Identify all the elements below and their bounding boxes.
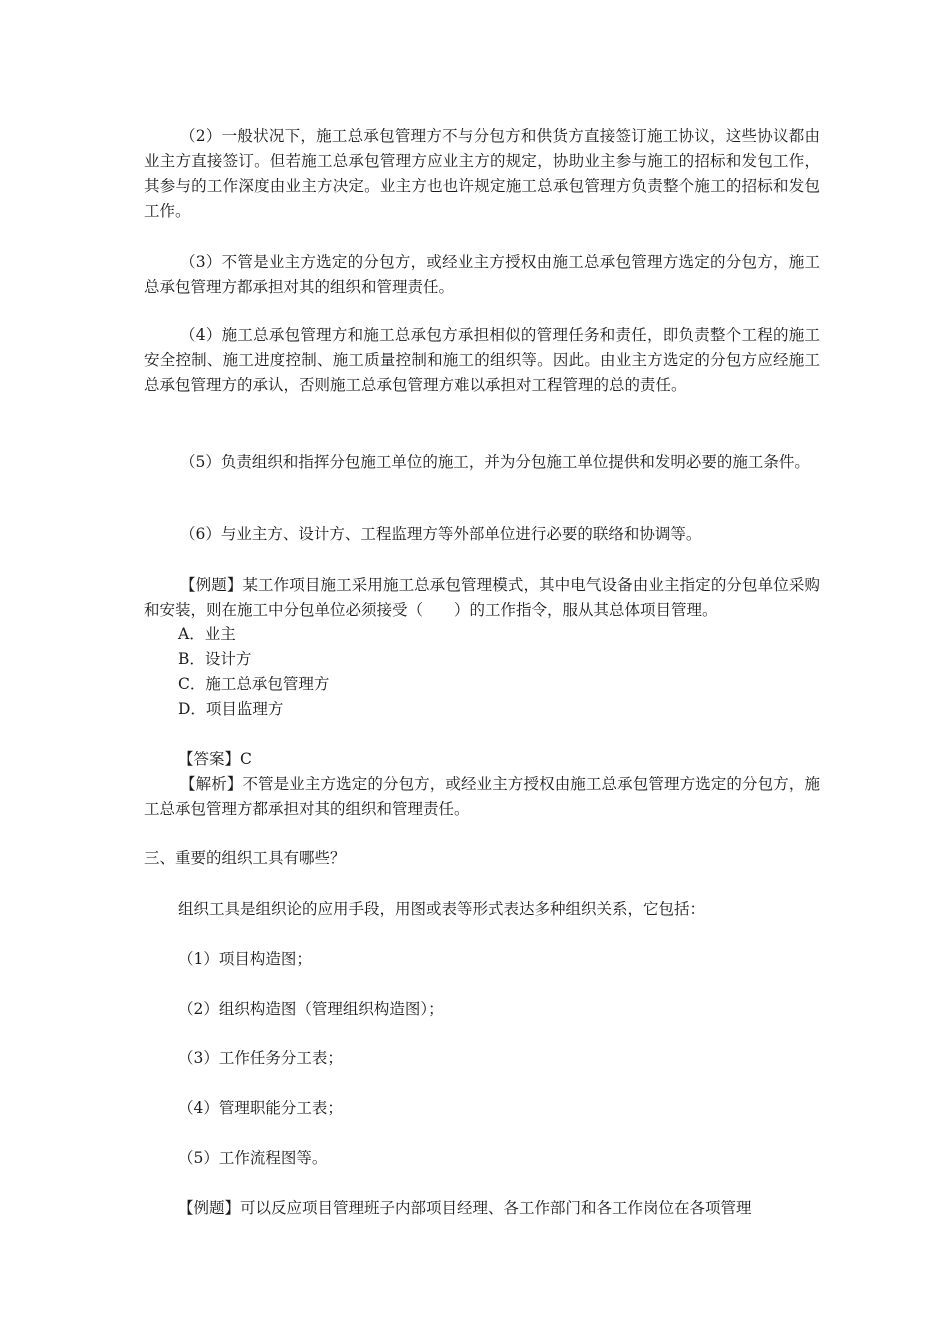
option-d: D．项目监理方 — [178, 700, 284, 718]
option-a: A．业主 — [178, 625, 236, 643]
example-1-analysis: 【解析】不管是业主方选定的分包方，或经业主方授权由施工总承包管理方选定的分包方，施工总承包管理方都承担对其的组织和管理责任。 — [144, 775, 820, 818]
paragraph-2: （2）一般状况下，施工总承包管理方不与分包方和供货方直接签订施工协议，这些协议都由业主方直接签订。但若施工总承包管理方应业主方的规定，协助业主参与施工的招标和发包工作，其参与的工作深度由业主方决定。业主方也也许规定施工总承包管理方负责整个施工的招标和发包工作。 — [144, 127, 820, 220]
example-1-answer: 【答案】C — [178, 750, 252, 768]
tool-item: （4）管理职能分工表； — [178, 1099, 343, 1117]
paragraph-4: （4）施工总承包管理方和施工总承包方承担相似的管理任务和责任，即负责整个工程的施工安全控制、施工进度控制、施工质量控制和施工的组织等。因此。由业主方选定的分包方应经施工总承包管理方的承认，否则施工总承包管理方难以承担对工程管理的总的责任。 — [144, 326, 820, 394]
example-1-question: 【例题】某工作项目施工采用施工总承包管理模式，其中电气设备由业主指定的分包单位采购和安装，则在施工中分包单位必须接受（ ）的工作指令，服从其总体项目管理。 — [144, 576, 820, 619]
paragraph-3: （3）不管是业主方选定的分包方，或经业主方授权由施工总承包管理方选定的分包方，施工总承包管理方都承担对其的组织和管理责任。 — [144, 253, 820, 296]
option-c: C．施工总承包管理方 — [178, 675, 330, 693]
tool-item: （5）工作流程图等。 — [178, 1149, 328, 1167]
example-2-question-partial: 【例题】可以反应项目管理班子内部项目经理、各工作部门和各工作岗位在各项管理 — [178, 1199, 752, 1217]
paragraph-6: （6）与业主方、设计方、工程监理方等外部单位进行必要的联络和协调等。 — [180, 525, 702, 543]
section-3-intro: 组织工具是组织论的应用手段，用图或表等形式表达多种组织关系，它包括： — [178, 900, 706, 918]
section-3-heading: 三、重要的组织工具有哪些？ — [144, 849, 346, 867]
tool-item: （3）工作任务分工表； — [178, 1049, 343, 1067]
paragraph-5: （5）负责组织和指挥分包施工单位的施工，并为分包施工单位提供和发明必要的施工条件。 — [180, 453, 810, 471]
tool-item: （2）组织构造图（管理组织构造图）； — [178, 1000, 444, 1018]
tool-item: （1）项目构造图； — [178, 950, 312, 968]
option-b: B．设计方 — [178, 650, 252, 668]
